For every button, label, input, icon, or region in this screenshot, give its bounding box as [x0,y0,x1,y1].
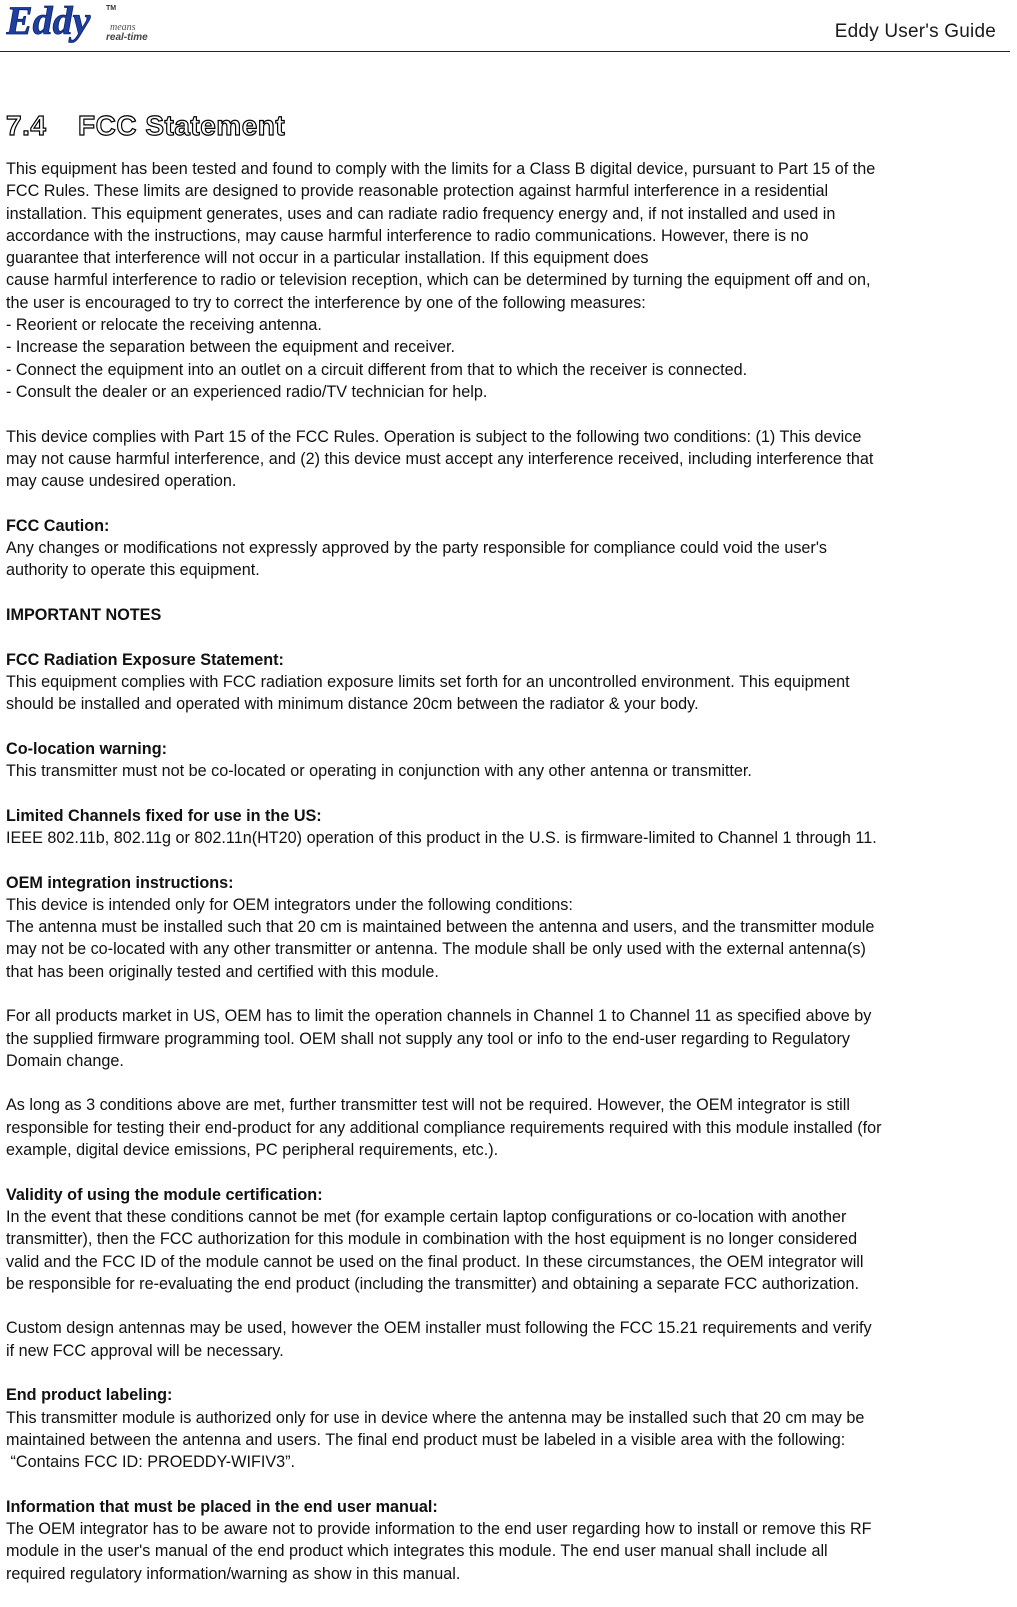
text-line: be responsible for re-evaluating the end product (including the transmitter) and obtaining a separate FCC authorization. [6,1274,860,1293]
paragraph-block [6,649,1010,716]
text-line: Custom design antennas may be used, however the OEM installer must following the FCC 15.21 requirements and verify [6,1319,872,1338]
page-header [0,0,1010,52]
paragraph-heading: Limited Channels fixed for use in the US: [6,806,322,825]
paragraph-heading: FCC Caution: [6,516,110,535]
paragraph-heading: Co-location warning: [6,739,167,758]
text-line: guarantee that interference will not occur in a particular installation. If this equipment does [6,249,649,268]
paragraph-block [6,1094,1010,1161]
eddy-logo [6,0,156,48]
text-line: module in the user's manual of the end product which integrates this module. The end user manual shall include all [6,1542,828,1561]
paragraph-block [6,515,1010,582]
text-line: This device complies with Part 15 of the FCC Rules. Operation is subject to the following two conditions: (1) This device [6,427,862,446]
text-line: This transmitter must not be co-located or operating in conjunction with any other antenna or transmitter. [6,762,752,781]
text-line: IEEE 802.11b, 802.11g or 802.11n(HT20) operation of this product in the U.S. is firmware-limited to Channel 1 through 11. [6,828,877,847]
paragraph-block [6,158,1010,403]
text-line: This device is intended only for OEM integrators under the following conditions: [6,895,573,914]
text-line: “Contains FCC ID: PROEDDY-WIFIV3”. [6,1453,296,1472]
text-line: - Reorient or relocate the receiving antenna. [6,316,322,335]
text-line: that has been originally tested and certified with this module. [6,962,439,981]
text-line: This equipment has been tested and found to comply with the limits for a Class B digital device, pursuant to Part 15 of the [6,160,876,178]
paragraph-block [6,604,1010,626]
section-title: FCC Statement [78,110,286,141]
logo-tagline-bottom: real-time [106,32,148,43]
paragraph-heading: IMPORTANT NOTES [6,605,162,624]
paragraph-block [6,426,1010,493]
paragraph-heading: OEM integration instructions: [6,873,234,892]
text-line: may not cause harmful interference, and (2) this device must accept any interference received, including interference that [6,449,874,468]
text-line: Domain change. [6,1051,124,1070]
paragraph-block [6,738,1010,783]
text-line: - Increase the separation between the equipment and receiver. [6,338,456,357]
text-line: This equipment complies with FCC radiation exposure limits set forth for an uncontrolled environment. This equipment [6,672,850,691]
text-line: authority to operate this equipment. [6,561,260,580]
text-line: In the event that these conditions cannot be met (for example certain laptop configurations or co-location with another [6,1207,847,1226]
paragraph-heading: Validity of using the module certification: [6,1185,323,1204]
text-line: responsible for testing their end-product for any additional compliance requirements required with this module installed (for [6,1118,882,1137]
text-line: Any changes or modifications not expressly approved by the party responsible for compliance could void the user's [6,539,828,558]
text-line: For all products market in US, OEM has to limit the operation channels in Channel 1 to Channel 11 as specified above by [6,1007,872,1026]
logo-tagline-top: means [110,22,136,33]
logo-wordmark: Eddy [6,0,91,43]
paragraph-block [6,1184,1010,1295]
text-line: accordance with the instructions, may cause harmful interference to radio communications. However, there is no [6,226,809,245]
paragraph-heading: End product labeling: [6,1386,173,1405]
text-line: may not be co-located with any other transmitter or antenna. The module shall be only used with the external antenna(s) [6,940,866,959]
section-heading [6,108,1010,144]
paragraph-heading: FCC Radiation Exposure Statement: [6,650,284,669]
document-body [6,108,1010,1607]
paragraph-block [6,1317,1010,1362]
paragraph-block [6,1005,1010,1072]
text-line: example, digital device emissions, PC peripheral requirements, etc.). [6,1141,499,1160]
paragraph-block [6,1384,1010,1473]
paragraph-heading: Information that must be placed in the end user manual: [6,1497,438,1516]
text-line: The OEM integrator has to be aware not to provide information to the end user regarding how to install or remove this RF [6,1520,872,1539]
text-line: FCC Rules. These limits are designed to provide reasonable protection against harmful interference in a residential [6,182,829,201]
text-line: the supplied firmware programming tool. OEM shall not supply any tool or info to the end-user regarding to Regulatory [6,1029,850,1048]
text-line: should be installed and operated with minimum distance 20cm between the radiator & your body. [6,695,699,714]
text-line: - Connect the equipment into an outlet on a circuit different from that to which the receiver is connected. [6,360,748,379]
text-line: cause harmful interference to radio or television reception, which can be determined by turning the equipment off and on, [6,271,871,290]
paragraph-block [6,872,1010,983]
logo-tm: TM [106,5,117,12]
text-line: maintained between the antenna and users. The final end product must be labeled in a visible area with the following: [6,1430,846,1449]
text-line: As long as 3 conditions above are met, further transmitter test will not be required. However, the OEM integrator is still [6,1096,850,1115]
document-title: Eddy User's Guide [834,21,996,42]
paragraph-block [6,805,1010,850]
section-number: 7.4 [6,110,47,141]
text-line: the user is encouraged to try to correct the interference by one of the following measures: [6,293,646,312]
text-line: may cause undesired operation. [6,472,237,491]
text-line: transmitter), then the FCC authorization for this module in combination with the host equipment is no longer considered [6,1230,858,1249]
fcc-statement-text [6,158,1010,1585]
text-line: - Consult the dealer or an experienced radio/TV technician for help. [6,382,488,401]
text-line: installation. This equipment generates, uses and can radiate radio frequency energy and, if not installed and used in [6,204,836,223]
text-line: if new FCC approval will be necessary. [6,1341,284,1360]
text-line: The antenna must be installed such that 20 cm is maintained between the antenna and users, and the transmitter module [6,918,875,937]
text-line: This transmitter module is authorized only for use in device where the antenna may be installed such that 20 cm may be [6,1408,865,1427]
paragraph-block [6,1496,1010,1585]
text-line: valid and the FCC ID of the module cannot be used on the final product. In these circumstances, the OEM integrator will [6,1252,864,1271]
text-line: required regulatory information/warning as show in this manual. [6,1564,461,1583]
